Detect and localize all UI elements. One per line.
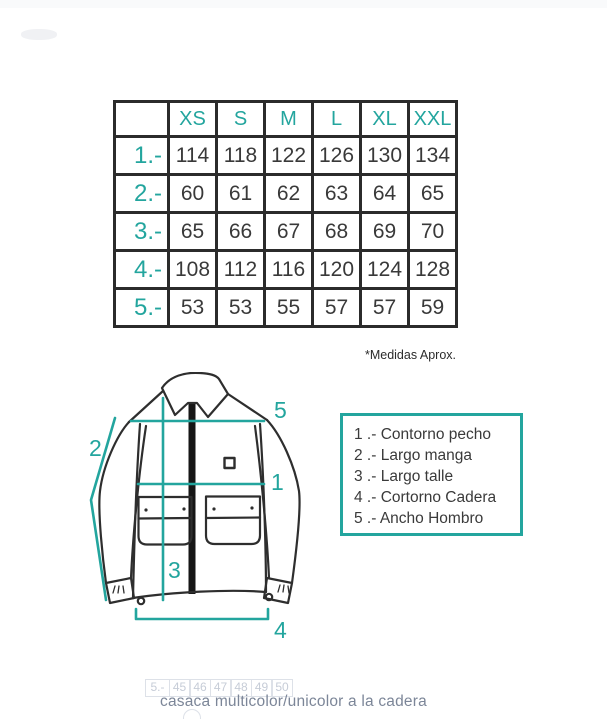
size-cell: 55 [265,289,313,327]
size-cell: 66 [217,213,265,251]
table-row [115,251,457,289]
table-row [115,289,457,327]
left-pocket [139,497,192,545]
size-cell: 124 [361,251,409,289]
left-cuff [106,578,134,603]
measurement-legend [340,413,523,536]
pocket-snaps [144,506,253,511]
faded-cell: 49 [251,679,273,697]
size-table-header-row [115,102,457,137]
size-cell: 116 [265,251,313,289]
table-row [115,213,457,251]
size-cell: 64 [361,175,409,213]
size-cell: 53 [169,289,217,327]
size-cell: 65 [409,175,457,213]
table-row [115,175,457,213]
chest-label: 1 [271,469,284,495]
left-shoulder-seam [129,391,163,422]
col-header-xl: XL [361,102,409,137]
size-cell: 134 [409,137,457,175]
right-sleeve-outer [267,420,300,583]
size-cell: 69 [361,213,409,251]
col-header-xxl: XXL [409,102,457,137]
size-cell: 126 [313,137,361,175]
top-image-edge [0,0,607,8]
size-cell: 120 [313,251,361,289]
size-cell: 59 [409,289,457,327]
row-label: 4.- [115,251,169,289]
size-cell: 53 [217,289,265,327]
size-cell: 122 [265,137,313,175]
col-header-l: L [313,102,361,137]
size-cell: 114 [169,137,217,175]
size-cell: 128 [409,251,457,289]
col-header-m: M [265,102,313,137]
left-sleeve-outer [99,422,129,583]
size-cell: 68 [313,213,361,251]
table-row [115,137,457,175]
legend-item-ancho-hombro: 5 .- Ancho Hombro [354,510,484,527]
left-pocket-flap [139,518,192,519]
row-label: 3.- [115,213,169,251]
size-cell: 70 [409,213,457,251]
torso-label: 3 [168,557,181,583]
right-pocket [206,497,260,545]
top-image-fragment [21,29,57,40]
col-header-s: S [217,102,265,137]
left-cuff-hatch [113,586,124,593]
right-pocket-flap [206,518,260,519]
faded-cell: 48 [230,679,252,697]
size-cell: 61 [217,175,265,213]
size-cell: 63 [313,175,361,213]
left-hem-toggle [138,598,144,604]
measurements-footnote: *Medidas Aprox. [364,348,456,362]
legend-item-largo-talle: 3 .- Largo talle [354,468,454,485]
hip-bracket [136,609,268,619]
size-cell: 65 [169,213,217,251]
size-cell: 62 [265,175,313,213]
right-hem-toggle [266,594,272,600]
jacket-outline [99,373,299,604]
legend-item-largo-manga: 2 .- Largo manga [354,447,473,464]
size-cell: 130 [361,137,409,175]
hem [133,591,266,598]
size-cell: 112 [217,251,265,289]
size-cell: 108 [169,251,217,289]
size-cell: 57 [313,289,361,327]
right-shoulder-seam [228,394,267,420]
faded-cell: 45 [169,679,191,697]
faded-cell: 50 [271,679,293,697]
size-table [113,100,458,328]
corner-cell [115,102,169,137]
hip-label: 4 [274,617,287,643]
faded-cell: 46 [189,679,211,697]
faded-cell: 47 [210,679,232,697]
jacket-diagram [80,372,325,648]
size-cell: 60 [169,175,217,213]
shoulder-label: 5 [274,397,287,423]
right-cuff-hatch [278,585,289,593]
size-cell: 67 [265,213,313,251]
sleeve-label: 2 [89,435,102,461]
legend-item-contorno-cadera: 4 .- Cortorno Cadera [354,489,497,506]
product-caption: casaca multicolor/unicolor a la cadera [160,693,427,710]
col-header-xs: XS [169,102,217,137]
row-label: 2.- [115,175,169,213]
chest-square-patch [225,458,235,468]
size-cell: 118 [217,137,265,175]
zipper [189,396,196,594]
size-cell: 57 [361,289,409,327]
faded-cell: 5.- [145,679,170,697]
row-label: 1.- [115,137,169,175]
legend-item-contorno-pecho: 1 .- Contorno pecho [354,426,492,443]
row-label: 5.- [115,289,169,327]
